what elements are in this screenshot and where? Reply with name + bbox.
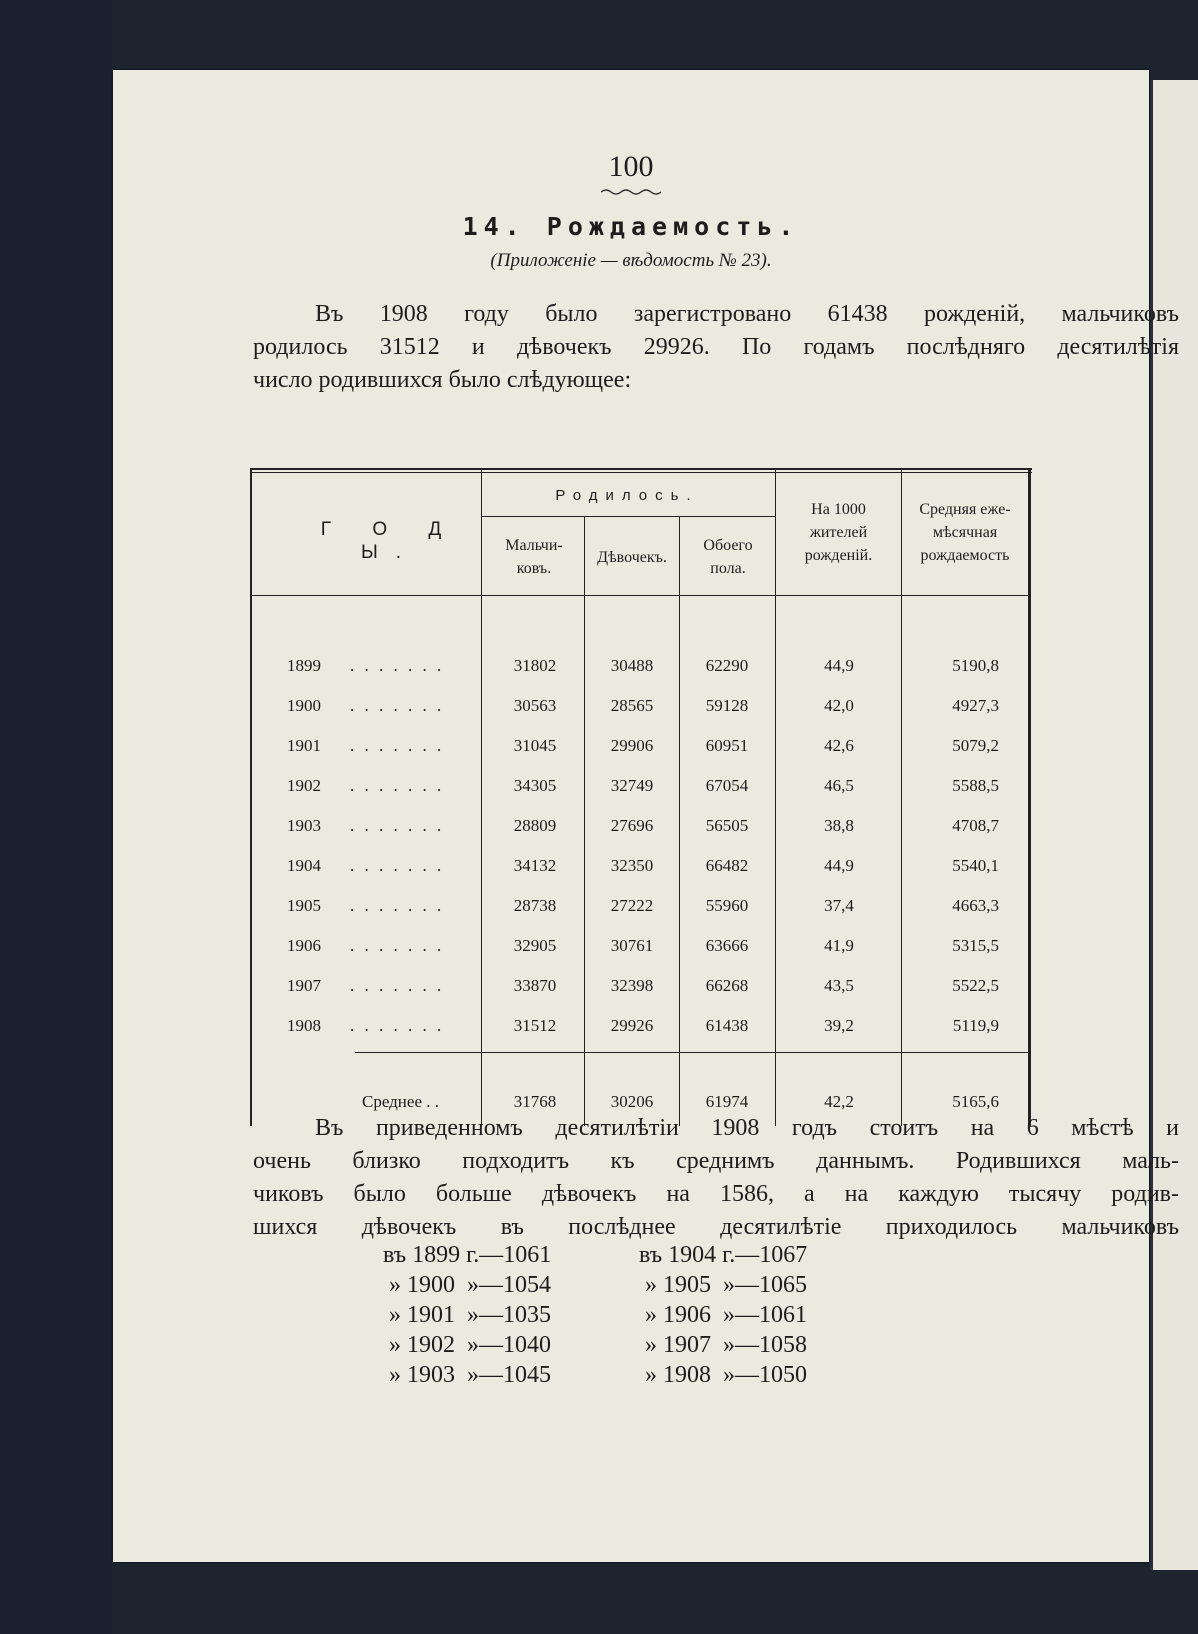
header-monthly-line: рождаемость <box>920 547 1010 564</box>
cell-rate: 44,9 <box>824 656 854 675</box>
cell-monthly: 5540,1 <box>952 856 999 875</box>
cell-girls: 27696 <box>610 816 654 835</box>
cell-both: 56505 <box>705 816 749 835</box>
cell-rate: 43,5 <box>824 976 854 995</box>
cell-year: 1902 <box>287 776 321 795</box>
cell-girls: 28565 <box>610 696 654 715</box>
cell-average-label: Среднее . . <box>362 1092 439 1111</box>
cell-dots: . . . . . . . <box>350 976 445 995</box>
table-row <box>250 848 1032 888</box>
ratio-entry: » 1903 »—1045 <box>383 1362 551 1388</box>
cell-year: 1905 <box>287 896 321 915</box>
page-number: 100 <box>608 150 654 183</box>
cell-girls: 29926 <box>610 1016 654 1035</box>
intro-line: Въ 1908 году было зарегистровано 61438 рожденій, мальчиковъ <box>315 301 1179 327</box>
cell-boys: 30563 <box>513 696 557 715</box>
header-rate-line: На 1000 <box>811 501 866 518</box>
header-girls: Дѣвочекъ. <box>597 549 667 566</box>
cell-monthly: 5165,6 <box>952 1092 999 1111</box>
ratio-entry: » 1900 »—1054 <box>383 1272 551 1298</box>
header-boys-line: Мальчи- <box>505 537 563 554</box>
cell-rate: 42,6 <box>824 736 854 755</box>
table-row <box>250 928 1032 968</box>
cell-dots: . . . . . . . <box>350 776 445 795</box>
cell-monthly: 5119,9 <box>952 1016 999 1035</box>
header-rate-line: рожденій. <box>804 547 873 564</box>
page-number-ornament <box>601 188 661 196</box>
ratio-entry: » 1907 »—1058 <box>639 1332 807 1358</box>
cell-boys: 31768 <box>513 1092 557 1111</box>
cell-year: 1899 <box>287 656 321 675</box>
cell-dots: . . . . . . . <box>350 896 445 915</box>
table-row <box>250 968 1032 1008</box>
ratio-entry: » 1906 »—1061 <box>639 1302 807 1328</box>
cell-boys: 31802 <box>513 656 557 675</box>
header-born: Родилось. <box>555 487 699 504</box>
cell-girls: 30206 <box>610 1092 654 1111</box>
cell-year: 1903 <box>287 816 321 835</box>
cell-both: 55960 <box>705 896 749 915</box>
header-monthly <box>902 498 1028 567</box>
intro-paragraph <box>253 298 1179 397</box>
cell-monthly: 5315,5 <box>952 936 999 955</box>
header-rate <box>776 498 901 567</box>
cell-dots: . . . . . . . <box>350 656 445 675</box>
outro-line: очень близко подходитъ къ среднимъ даннымъ. Родившихся маль- <box>253 1148 1179 1174</box>
cell-girls: 27222 <box>610 896 654 915</box>
table-row <box>250 768 1032 808</box>
cell-dots: . . . . . . . <box>350 736 445 755</box>
table-row <box>250 648 1032 688</box>
cell-monthly: 5079,2 <box>952 736 999 755</box>
table-row <box>250 688 1032 728</box>
cell-monthly: 4663,3 <box>952 896 999 915</box>
cell-year: 1901 <box>287 736 321 755</box>
document-page <box>113 70 1179 1562</box>
cell-both: 66482 <box>705 856 749 875</box>
cell-rate: 42,0 <box>824 696 854 715</box>
cell-rate: 46,5 <box>824 776 854 795</box>
cell-both: 61438 <box>705 1016 749 1035</box>
cell-girls: 32398 <box>610 976 654 995</box>
ratio-entry: въ 1904 г.—1067 <box>639 1242 808 1268</box>
outro-line: Въ приведенномъ десятилѣтіи 1908 годъ стоитъ на 6 мѣстѣ и <box>315 1115 1179 1141</box>
ratio-entry: » 1901 »—1035 <box>383 1302 551 1328</box>
table-row <box>250 808 1032 848</box>
cell-boys: 34132 <box>513 856 557 875</box>
header-monthly-line: мѣсячная <box>932 524 998 541</box>
cell-year: 1906 <box>287 936 321 955</box>
cell-year: 1904 <box>287 856 321 875</box>
cell-girls: 29906 <box>610 736 654 755</box>
ratio-list-right <box>639 1240 939 1390</box>
scan-background-left <box>0 0 112 1634</box>
cell-boys: 28809 <box>513 816 557 835</box>
cell-dots: . . . . . . . <box>350 696 445 715</box>
cell-monthly: 5190,8 <box>952 656 999 675</box>
cell-monthly: 5522,5 <box>952 976 999 995</box>
section-subtitle: (Приложеніе — вѣдомость № 23). <box>490 250 772 271</box>
intro-line: родилось 31512 и дѣвочекъ 29926. По годамъ послѣдняго десятилѣтія <box>253 334 1179 360</box>
table-row <box>250 888 1032 928</box>
header-monthly-line: Средняя еже- <box>919 501 1011 518</box>
table-row <box>250 1008 1032 1048</box>
cell-boys: 32905 <box>513 936 557 955</box>
header-both-line: Обоего <box>703 537 753 554</box>
cell-dots: . . . . . . . <box>350 856 445 875</box>
header-both-line: пола. <box>710 560 746 577</box>
cell-year: 1900 <box>287 696 321 715</box>
cell-monthly: 4708,7 <box>952 816 999 835</box>
outro-line: чиковъ было больше дѣвочекъ на 1586, а на каждую тысячу родив- <box>253 1181 1179 1207</box>
conclusion-paragraph <box>253 1112 1179 1244</box>
header-boys-line: ковъ. <box>516 560 552 577</box>
cell-girls: 32749 <box>610 776 654 795</box>
cell-girls: 30488 <box>610 656 654 675</box>
cell-both: 62290 <box>705 656 749 675</box>
cell-monthly: 5588,5 <box>952 776 999 795</box>
cell-rate: 44,9 <box>824 856 854 875</box>
header-both <box>680 534 776 580</box>
cell-both: 60951 <box>705 736 749 755</box>
cell-rate: 39,2 <box>824 1016 854 1035</box>
ratio-entry: » 1902 »—1040 <box>383 1332 551 1358</box>
cell-boys: 28738 <box>513 896 557 915</box>
cell-both: 59128 <box>705 696 749 715</box>
cell-girls: 30761 <box>610 936 654 955</box>
cell-girls: 32350 <box>610 856 654 875</box>
births-table <box>250 408 1032 1126</box>
outro-line: шихся дѣвочекъ въ послѣднее десятилѣтіе приходилось мальчиковъ <box>253 1214 1179 1240</box>
ratio-entry: » 1908 »—1050 <box>639 1362 807 1388</box>
cell-rate: 37,4 <box>824 896 854 915</box>
header-years: Г О Д Ы. <box>320 519 460 563</box>
intro-line: число родившихся было слѣдующее: <box>253 367 632 393</box>
cell-dots: . . . . . . . <box>350 816 445 835</box>
cell-both: 67054 <box>705 776 749 795</box>
table-row <box>250 728 1032 768</box>
cell-dots: . . . . . . . <box>350 1016 445 1035</box>
cell-year: 1908 <box>287 1016 321 1035</box>
cell-boys: 34305 <box>513 776 557 795</box>
cell-both: 61974 <box>705 1092 749 1111</box>
cell-rate: 42,2 <box>824 1092 854 1111</box>
cell-rate: 41,9 <box>824 936 854 955</box>
cell-boys: 33870 <box>513 976 557 995</box>
cell-both: 66268 <box>705 976 749 995</box>
cell-monthly: 4927,3 <box>952 696 999 715</box>
cell-boys: 31512 <box>513 1016 557 1035</box>
ratio-list-left <box>383 1240 683 1390</box>
cell-year: 1907 <box>287 976 321 995</box>
ratio-entry: » 1905 »—1065 <box>639 1272 807 1298</box>
cell-rate: 38,8 <box>824 816 854 835</box>
cell-dots: . . . . . . . <box>350 936 445 955</box>
header-boys <box>484 534 584 580</box>
header-rate-line: жителей <box>809 524 868 541</box>
section-title: 14. Рождаемость. <box>462 212 800 241</box>
ratio-entry: въ 1899 г.—1061 <box>383 1242 552 1268</box>
cell-boys: 31045 <box>513 736 557 755</box>
cell-both: 63666 <box>705 936 749 955</box>
